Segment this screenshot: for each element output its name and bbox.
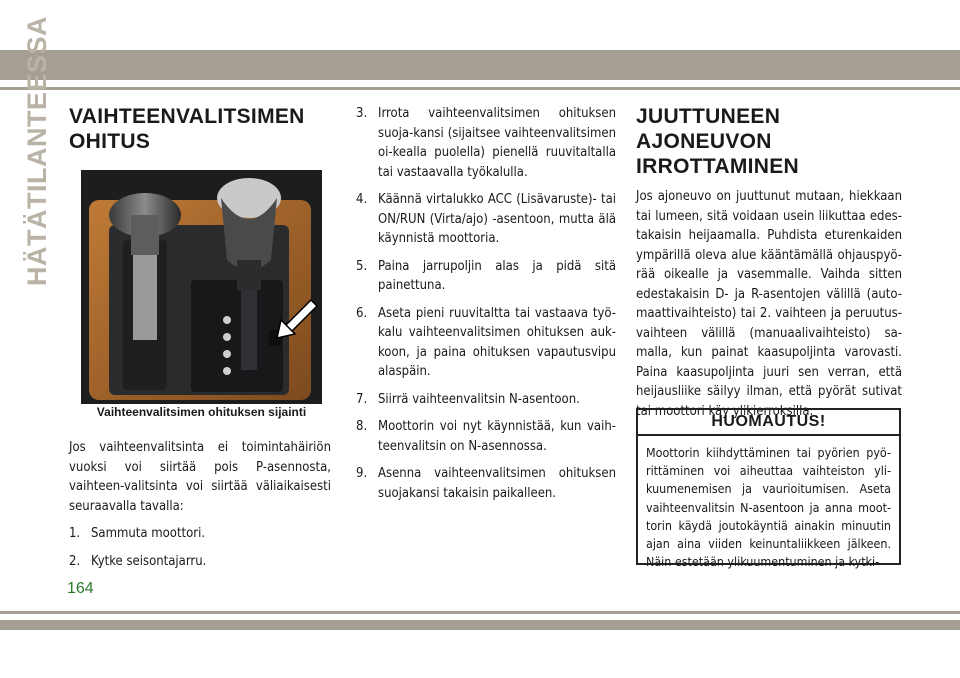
step-text: Kytke seisontajarru. bbox=[91, 553, 207, 569]
step-number: 4. bbox=[356, 192, 368, 207]
right-column bbox=[636, 104, 902, 421]
steps-list bbox=[356, 104, 616, 503]
left-column bbox=[69, 104, 331, 154]
step-number: 5. bbox=[356, 258, 368, 274]
step-number: 9. bbox=[356, 466, 368, 481]
header-rule bbox=[0, 87, 960, 90]
footer-rule bbox=[0, 611, 960, 614]
heading-line: IRROTTAMINEN bbox=[636, 155, 800, 178]
step-number: 6. bbox=[356, 305, 368, 321]
left-body bbox=[69, 438, 331, 579]
middle-column bbox=[356, 104, 616, 511]
step-text: Paina jarrupoljin alas ja pidä sitä painettuna. bbox=[378, 258, 616, 293]
heading-line: OHITUS bbox=[69, 130, 151, 153]
step-text: Aseta pieni ruuvitaltta tai vastaava työ-kalu vaihteenvalitsimen ohituksen auk-koon, ja paina ohituksen vapautusvipu alaspäin. bbox=[378, 305, 616, 379]
section-heading bbox=[69, 104, 331, 154]
steps-list bbox=[69, 524, 331, 571]
figure-caption: Vaihteenvalitsimen ohituksen sijainti bbox=[96, 405, 307, 419]
shifter-illustration bbox=[81, 170, 322, 404]
list-item bbox=[69, 552, 331, 572]
list-item bbox=[356, 464, 616, 503]
step-text: Siirrä vaihteenvalitsin N-asentoon. bbox=[378, 391, 580, 407]
shifter-photo bbox=[81, 170, 322, 404]
step-text: Moottorin voi nyt käynnistää, kun vaih-teenvalitsin on N-asennossa. bbox=[378, 419, 616, 454]
note-box bbox=[636, 408, 901, 570]
heading-line: AJONEUVON bbox=[636, 130, 772, 153]
note-body: Moottorin kiihdyttäminen tai pyörien pyö-rittäminen voi aiheuttaa vaihteiston yli-kuumenemisen ja vaurioitumisen. Aseta vaihteenvalitsin N-asentoon ja anna moot-torin käydä joutokäyntiä ainakin minuutin ajan aina viiden keinuntaliikkeen jälkeen. Näin estetään ylikuumentuminen ja kytki- bbox=[646, 445, 891, 570]
step-text: Käännä virtalukko ACC (Lisävaruste)- tai ON/RUN (Virta/ajo) -asentoon, mutta älä käynnistä moottoria. bbox=[378, 192, 616, 246]
footer-band bbox=[0, 620, 960, 630]
list-item bbox=[69, 524, 331, 544]
header-band bbox=[0, 50, 960, 80]
intro-paragraph: Jos vaihteenvalitsinta ei toimintahäiriön vuoksi voi siirtää pois P-asennosta, vaihteen-valitsinta voi siirtää väliaikaisesti seuraavalla tavalla: bbox=[69, 440, 331, 514]
step-number: 8. bbox=[356, 419, 368, 434]
list-item bbox=[356, 257, 616, 296]
step-text: Sammuta moottori. bbox=[91, 526, 206, 541]
step-text: Asenna vaihteenvalitsimen ohituksen suojakansi takaisin paikalleen. bbox=[378, 466, 616, 501]
section-tab: HÄTÄTILANTEESSA bbox=[22, 16, 52, 286]
list-item bbox=[356, 190, 616, 249]
list-item bbox=[356, 104, 616, 182]
heading-line: JUUTTUNEEN bbox=[636, 105, 781, 128]
step-number: 1. bbox=[69, 526, 81, 541]
body-paragraph: Jos ajoneuvo on juuttunut mutaan, hiekkaan tai lumeen, sitä voidaan usein liikuttaa edes-takaisin heijaamalla. Puhdista eturenkaiden ympärillä oleva alue kääntämällä ohjauspyö-rää oikealle ja vasemmalle. Vaihda sitten edestakaisin D- ja R-asentojen välillä (auto-maattivaihteisto) tai 2. vaihteen ja peruutus-vaihteen välillä (manuaalivaihteisto) sa-malla, kun painat kaasupoljinta varovasti. Paina kaasupoljinta juuri sen verran, että heijausliike säilyy ilman, että pyörät sutivat tai moottori käy ylikierroksilla. bbox=[636, 189, 902, 419]
note-title: HUOMAUTUS! bbox=[638, 410, 899, 436]
section-heading bbox=[636, 104, 902, 179]
step-number: 3. bbox=[356, 106, 368, 121]
step-text: Irrota vaihteenvalitsimen ohituksen suoja-kansi (sijaitsee vaihteenvalitsimen oi-kealla puolella) pienellä ruuvitaltalla tai vastaavalla työkalulla. bbox=[378, 106, 616, 180]
step-number: 7. bbox=[356, 391, 368, 407]
list-item bbox=[356, 417, 616, 456]
heading-line: VAIHTEENVALITSIMEN bbox=[69, 105, 305, 128]
step-number: 2. bbox=[69, 553, 81, 569]
list-item bbox=[356, 390, 616, 410]
list-item bbox=[356, 304, 616, 382]
page-number: 164 bbox=[67, 580, 94, 597]
